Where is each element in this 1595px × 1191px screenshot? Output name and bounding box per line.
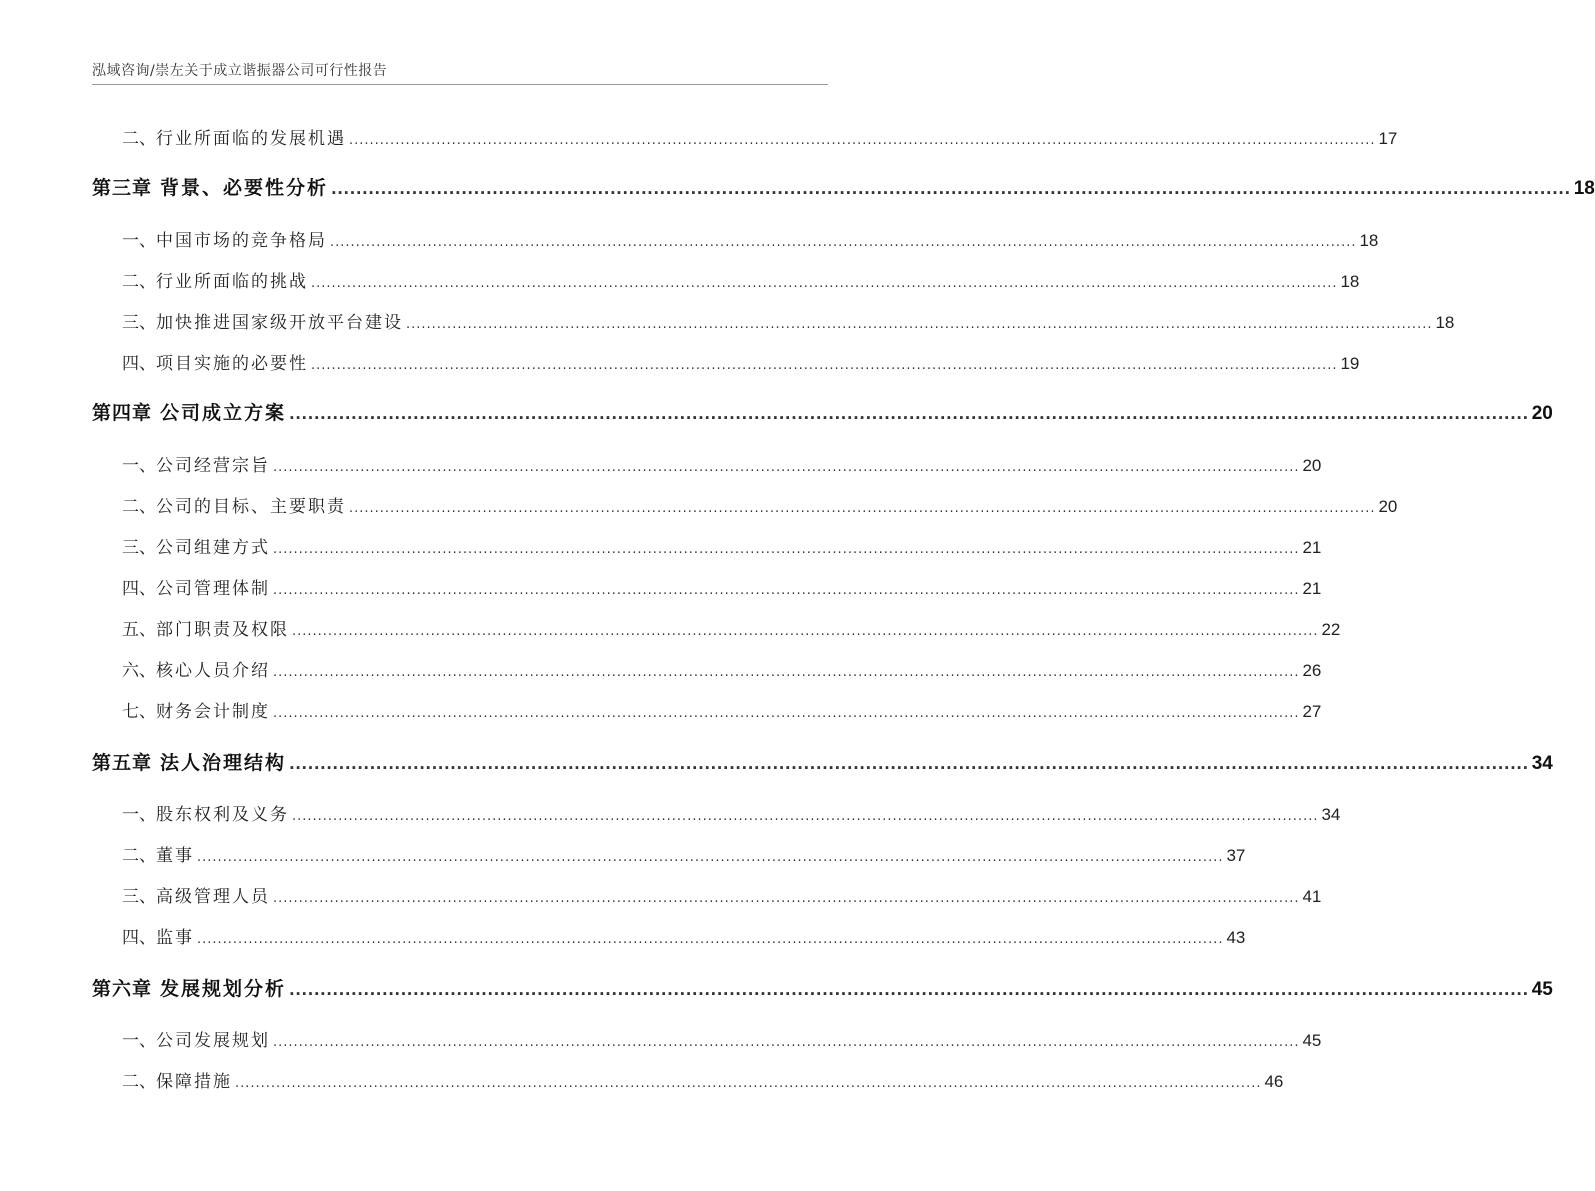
toc-section-row[interactable] bbox=[92, 697, 1322, 722]
toc-dot-leader: ........................................................................................................................................................................................................ bbox=[349, 501, 1376, 516]
toc-section-row[interactable] bbox=[92, 574, 1322, 599]
toc-entry-title: 公司发展规划 bbox=[156, 1031, 270, 1051]
toc-section-row[interactable] bbox=[92, 882, 1322, 907]
toc-section-row[interactable] bbox=[92, 1026, 1322, 1051]
toc-section-row[interactable] bbox=[92, 841, 1246, 866]
toc-section-row[interactable] bbox=[92, 349, 1360, 374]
toc-entry-title: 法人治理结构 bbox=[160, 752, 287, 774]
toc-entry-number: 四、 bbox=[122, 354, 156, 374]
toc-entry-number: 一、 bbox=[122, 456, 156, 476]
toc-section-row[interactable] bbox=[92, 267, 1360, 292]
toc-page-number: 20 bbox=[1302, 456, 1322, 475]
toc-page-number: 34 bbox=[1321, 805, 1341, 824]
toc-chapter-row[interactable] bbox=[92, 748, 1553, 775]
toc-section-row[interactable] bbox=[92, 226, 1379, 251]
toc-dot-leader: ........................................................................................................................................................................................................ bbox=[197, 932, 1224, 947]
toc-page-number: 21 bbox=[1302, 579, 1322, 598]
toc-entry-number: 第六章 bbox=[92, 978, 153, 1000]
toc-entry-title: 高级管理人员 bbox=[156, 887, 270, 907]
toc-entry-title: 公司的目标、主要职责 bbox=[156, 497, 346, 517]
toc-page-number: 18 bbox=[1573, 178, 1595, 199]
toc-dot-leader: ........................................................................................................................................................................................................ bbox=[289, 981, 1529, 999]
toc-dot-leader: ........................................................................................................................................................................................................ bbox=[289, 755, 1529, 773]
toc-dot-leader: ........................................................................................................................................................................................................ bbox=[197, 850, 1224, 865]
toc-page-number: 27 bbox=[1302, 702, 1322, 721]
toc-entry-title: 行业所面临的发展机遇 bbox=[156, 129, 346, 149]
toc-entry-title: 行业所面临的挑战 bbox=[156, 272, 308, 292]
toc-entry-number: 七、 bbox=[122, 702, 156, 722]
toc-entry-number: 一、 bbox=[122, 1031, 156, 1051]
toc-page-number: 26 bbox=[1302, 661, 1322, 680]
toc-dot-leader: ........................................................................................................................................................................................................ bbox=[311, 276, 1338, 291]
toc-section-row[interactable] bbox=[92, 308, 1455, 333]
toc-dot-leader: ........................................................................................................................................................................................................ bbox=[273, 706, 1300, 721]
toc-dot-leader: ........................................................................................................................................................................................................ bbox=[289, 405, 1529, 423]
toc-page-number: 20 bbox=[1378, 497, 1398, 516]
toc-dot-leader: ........................................................................................................................................................................................................ bbox=[273, 460, 1300, 475]
toc-entry-title: 股东权利及义务 bbox=[156, 805, 289, 825]
toc-page-number: 19 bbox=[1340, 354, 1360, 373]
toc-entry-title: 项目实施的必要性 bbox=[156, 354, 308, 374]
toc-section-row[interactable] bbox=[92, 656, 1322, 681]
toc-page-number: 43 bbox=[1226, 928, 1246, 947]
toc-section-row[interactable] bbox=[92, 124, 1398, 149]
toc-page-number: 18 bbox=[1359, 231, 1379, 250]
toc-page-number: 34 bbox=[1531, 753, 1553, 774]
toc-entry-number: 第五章 bbox=[92, 752, 153, 774]
toc-dot-leader: ........................................................................................................................................................................................................ bbox=[331, 180, 1571, 198]
toc-section-row[interactable] bbox=[92, 451, 1322, 476]
toc-page-number: 18 bbox=[1340, 272, 1360, 291]
toc-section-row[interactable] bbox=[92, 1067, 1284, 1092]
toc-dot-leader: ........................................................................................................................................................................................................ bbox=[330, 235, 1357, 250]
toc-dot-leader: ........................................................................................................................................................................................................ bbox=[235, 1076, 1262, 1091]
toc-entry-title: 发展规划分析 bbox=[160, 978, 287, 1000]
toc-entry-title: 背景、必要性分析 bbox=[160, 177, 329, 199]
toc-entry-number: 二、 bbox=[122, 272, 156, 292]
toc-entry-title: 公司成立方案 bbox=[160, 402, 287, 424]
toc-dot-leader: ........................................................................................................................................................................................................ bbox=[273, 1035, 1300, 1050]
toc-dot-leader: ........................................................................................................................................................................................................ bbox=[311, 358, 1338, 373]
toc-entry-number: 二、 bbox=[122, 497, 156, 517]
toc-page-number: 45 bbox=[1531, 979, 1553, 1000]
toc-entry-number: 二、 bbox=[122, 1072, 156, 1092]
toc-entry-number: 四、 bbox=[122, 579, 156, 599]
toc-entry-title: 保障措施 bbox=[156, 1072, 232, 1092]
toc-entry-title: 加快推进国家级开放平台建设 bbox=[156, 313, 403, 333]
toc-entry-title: 公司管理体制 bbox=[156, 579, 270, 599]
toc-entry-number: 一、 bbox=[122, 805, 156, 825]
toc-entry-number: 第三章 bbox=[92, 177, 153, 199]
toc-entry-number: 三、 bbox=[122, 887, 156, 907]
toc-chapter-row[interactable] bbox=[92, 173, 1595, 200]
toc-page-number: 20 bbox=[1531, 403, 1553, 424]
toc-entry-title: 财务会计制度 bbox=[156, 702, 270, 722]
toc-entry-number: 六、 bbox=[122, 661, 156, 681]
toc-chapter-row[interactable] bbox=[92, 974, 1553, 1001]
toc-page-number: 21 bbox=[1302, 538, 1322, 557]
toc-entry-number: 二、 bbox=[122, 846, 156, 866]
toc-entry-number: 一、 bbox=[122, 231, 156, 251]
toc-dot-leader: ........................................................................................................................................................................................................ bbox=[292, 624, 1319, 639]
toc-entry-number: 四、 bbox=[122, 928, 156, 948]
toc-dot-leader: ........................................................................................................................................................................................................ bbox=[406, 317, 1433, 332]
toc-entry-title: 监事 bbox=[156, 928, 194, 948]
header-rule bbox=[92, 84, 828, 85]
toc-dot-leader: ........................................................................................................................................................................................................ bbox=[292, 809, 1319, 824]
toc-page-number: 17 bbox=[1378, 129, 1398, 148]
toc-page-number: 22 bbox=[1321, 620, 1341, 639]
toc-entry-title: 公司组建方式 bbox=[156, 538, 270, 558]
toc-entry-number: 第四章 bbox=[92, 402, 153, 424]
toc-entry-title: 董事 bbox=[156, 846, 194, 866]
toc-dot-leader: ........................................................................................................................................................................................................ bbox=[273, 583, 1300, 598]
toc-dot-leader: ........................................................................................................................................................................................................ bbox=[273, 891, 1300, 906]
toc-page-number: 37 bbox=[1226, 846, 1246, 865]
toc-dot-leader: ........................................................................................................................................................................................................ bbox=[273, 542, 1300, 557]
toc-entry-number: 五、 bbox=[122, 620, 156, 640]
toc-chapter-row[interactable] bbox=[92, 398, 1553, 425]
toc-section-row[interactable] bbox=[92, 615, 1341, 640]
toc-section-row[interactable] bbox=[92, 923, 1246, 948]
toc-entry-number: 三、 bbox=[122, 538, 156, 558]
toc-page-number: 41 bbox=[1302, 887, 1322, 906]
toc-dot-leader: ........................................................................................................................................................................................................ bbox=[273, 665, 1300, 680]
toc-page-number: 45 bbox=[1302, 1031, 1322, 1050]
toc-entry-title: 公司经营宗旨 bbox=[156, 456, 270, 476]
toc-entry-title: 核心人员介绍 bbox=[156, 661, 270, 681]
page-header: 泓域咨询/崇左关于成立谐振器公司可行性报告 bbox=[92, 63, 388, 79]
toc-section-row[interactable] bbox=[92, 492, 1398, 517]
toc-entry-title: 部门职责及权限 bbox=[156, 620, 289, 640]
toc-page-number: 18 bbox=[1435, 313, 1455, 332]
toc-entry-number: 二、 bbox=[122, 129, 156, 149]
toc-page-number: 46 bbox=[1264, 1072, 1284, 1091]
toc-entry-number: 三、 bbox=[122, 313, 156, 333]
toc-entry-title: 中国市场的竞争格局 bbox=[156, 231, 327, 251]
toc-dot-leader: ........................................................................................................................................................................................................ bbox=[349, 133, 1376, 148]
toc-section-row[interactable] bbox=[92, 800, 1341, 825]
toc-section-row[interactable] bbox=[92, 533, 1322, 558]
